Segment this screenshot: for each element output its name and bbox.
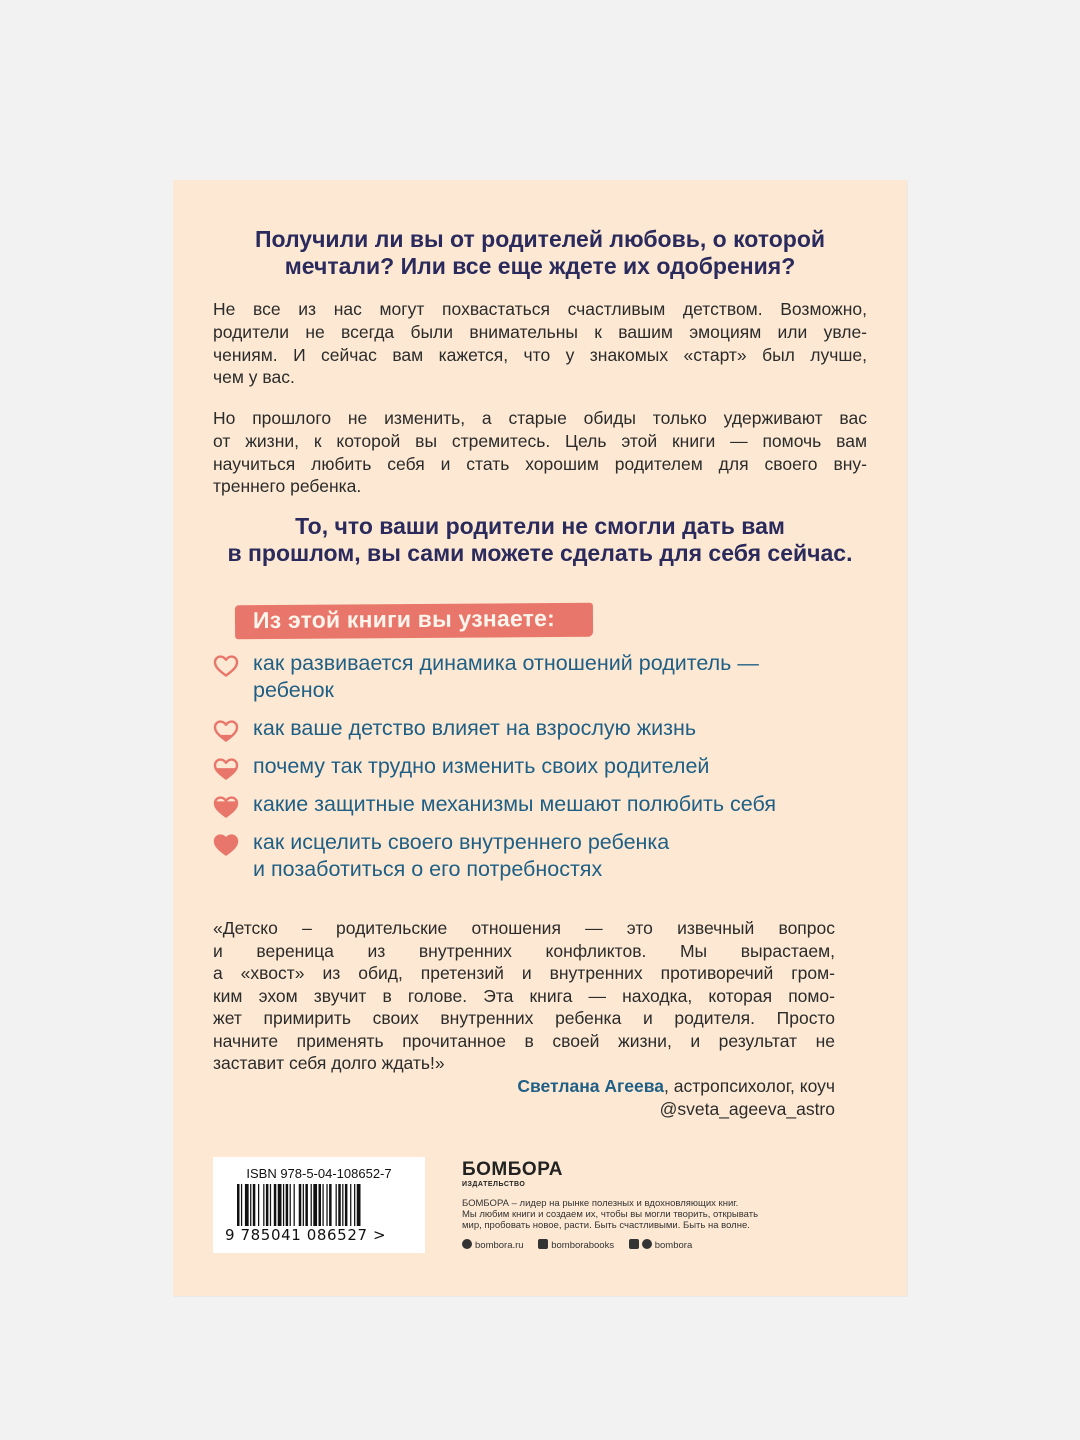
barcode-bar <box>336 1184 337 1226</box>
telegram-icon <box>642 1239 652 1249</box>
paragraph-line: чениям. И сейчас вам кажется, что у знакомых «старт» был лучше, <box>213 344 867 365</box>
author-role: , астропсихолог, коуч <box>664 1076 835 1096</box>
second-paragraph <box>213 407 867 498</box>
heart-icon <box>213 719 239 743</box>
barcode-bar <box>329 1184 332 1226</box>
barcode-bar <box>270 1184 271 1226</box>
barcode-bar <box>326 1184 327 1226</box>
headline <box>213 226 867 280</box>
barcode-bar <box>241 1184 242 1226</box>
vk-icon <box>538 1239 548 1249</box>
list-item-text: как развивается динамика отношений родитель — <box>253 651 759 675</box>
paragraph-line: Но прошлого не изменить, а старые обиды только удерживают вас <box>213 408 867 428</box>
highlight-statement <box>213 513 867 567</box>
barcode-bar <box>237 1184 240 1226</box>
quote-line: ким эхом звучит в голове. Эта книга — находка, которая помо- <box>213 985 835 1006</box>
heart-icon <box>213 833 239 857</box>
social-label: bombora.ru <box>475 1240 524 1251</box>
highlight-line: То, что ваши родители не смогли дать вам <box>295 513 785 539</box>
barcode-bar <box>278 1184 282 1226</box>
barcode-bar <box>357 1184 361 1226</box>
publisher-description <box>462 1198 792 1231</box>
globe-icon <box>462 1239 472 1249</box>
publisher-logo: БОМБОРА <box>462 1159 563 1180</box>
isbn-label: ISBN 978-5-04-108652-7 <box>246 1166 392 1181</box>
barcode-bar <box>299 1184 302 1226</box>
barcode-bar <box>266 1184 269 1226</box>
description-line: БОМБОРА – лидер на рынке полезных и вдохновляющих книг. <box>462 1198 739 1209</box>
learn-banner-text: Из этой книги вы узнаете: <box>252 605 556 634</box>
headline-line: мечтали? Или все еще ждете их одобрения? <box>284 253 796 279</box>
publisher-socials <box>462 1239 792 1251</box>
barcode-bar <box>338 1184 341 1226</box>
quote-line: начните применять прочитанное в своей жизни, и результат не <box>213 1030 835 1051</box>
paragraph-line: Не все из нас могут похвастаться счастливым детством. Возможно, <box>213 299 867 319</box>
list-item-text: и позаботиться о его потребностях <box>253 857 603 881</box>
paragraph-line: треннего ребенка. <box>213 476 362 497</box>
isbn-barcode <box>213 1157 425 1253</box>
quote-line: и вереница из внутренних конфликтов. Мы вырастаем, <box>213 940 835 961</box>
barcode-bar <box>250 1184 251 1226</box>
barcode-bar <box>319 1184 322 1226</box>
barcode-bar <box>311 1184 312 1226</box>
list-item <box>213 753 873 780</box>
highlight-line: в прошлом, вы сами можете сделать для себя сейчас. <box>227 540 853 566</box>
list-item-text: как исцелить своего внутреннего ребенка <box>253 830 670 854</box>
quote-line: а «хвост» из обид, претензий и внутренних противоречий гром- <box>213 963 835 983</box>
social-label: bomborabooks <box>551 1240 615 1251</box>
list-item <box>213 715 873 742</box>
social-vk[interactable] <box>538 1239 614 1251</box>
barcode-bars <box>237 1184 401 1226</box>
social-label: bombora <box>654 1240 693 1251</box>
publisher-block <box>462 1160 792 1251</box>
author-name: Светлана Агеева <box>517 1076 665 1096</box>
heart-icon <box>213 795 239 819</box>
quote-line: заставит себя долго ждать!» <box>213 1053 445 1073</box>
description-line: мир, пробовать новое, расти. Быть счастливыми. Быть на волне. <box>462 1220 750 1231</box>
barcode-bar <box>263 1184 264 1226</box>
social-youtube-telegram[interactable] <box>629 1239 693 1251</box>
barcode-bar <box>313 1184 317 1226</box>
barcode-bar <box>253 1184 256 1226</box>
barcode-bar <box>350 1184 351 1226</box>
barcode-bar <box>342 1184 343 1226</box>
heart-outline <box>215 657 237 676</box>
learn-banner <box>235 603 593 639</box>
barcode-bar <box>303 1184 304 1226</box>
barcode-bar <box>345 1184 348 1226</box>
description-line: Мы любим книги и создаем их, чтобы вы могли творить, открывать <box>462 1209 759 1220</box>
barcode-bar <box>290 1184 291 1226</box>
barcode-bar <box>322 1184 323 1226</box>
barcode-bar <box>354 1184 355 1226</box>
list-item-text: как ваше детство влияет на взрослую жизнь <box>253 716 697 740</box>
isbn-digits: 9 785041 086527 > <box>225 1226 387 1244</box>
list-item <box>213 650 873 704</box>
barcode-bar <box>305 1184 308 1226</box>
author-handle: @sveta_ageeva_astro <box>659 1098 835 1119</box>
paragraph-line: научиться любить себя и стать хорошим родителем для своего вну- <box>213 453 867 474</box>
social-website[interactable] <box>462 1239 524 1251</box>
barcode-bar <box>294 1184 295 1226</box>
barcode-bar <box>286 1184 289 1226</box>
heart-icon <box>213 654 239 678</box>
bullet-list <box>213 650 873 894</box>
paragraph-line: родители не всегда были внимательны к вашим эмоциям или увле- <box>213 321 867 342</box>
publisher-subtitle: ИЗДАТЕЛЬСТВО <box>462 1181 526 1188</box>
heart-icon <box>213 757 239 781</box>
quote-attribution <box>517 1075 835 1120</box>
barcode-bar <box>245 1184 249 1226</box>
book-back-cover <box>173 180 907 1296</box>
intro-paragraph <box>213 298 867 389</box>
quote-line: жет примирить своих внутренних ребенка и родителя. Просто <box>213 1008 835 1028</box>
quote-line: «Детско – родительские отношения — это извечный вопрос <box>213 918 835 938</box>
list-item <box>213 791 873 818</box>
list-item-text: какие защитные механизмы мешают полюбить себя <box>253 792 776 816</box>
testimonial-quote <box>213 917 835 1075</box>
paragraph-line: чем у вас. <box>213 367 295 388</box>
barcode-bar <box>274 1184 277 1226</box>
barcode-bar <box>258 1184 259 1226</box>
barcode-bar <box>283 1184 284 1226</box>
list-item <box>213 829 873 883</box>
headline-line: Получили ли вы от родителей любовь, о которой <box>254 226 826 252</box>
paragraph-line: от жизни, к которой вы стремитесь. Цель этой книги — помочь вам <box>213 430 867 451</box>
list-item-text: почему так трудно изменить своих родителей <box>253 754 710 778</box>
list-item-text: ребенок <box>253 678 334 702</box>
youtube-icon <box>629 1239 639 1249</box>
